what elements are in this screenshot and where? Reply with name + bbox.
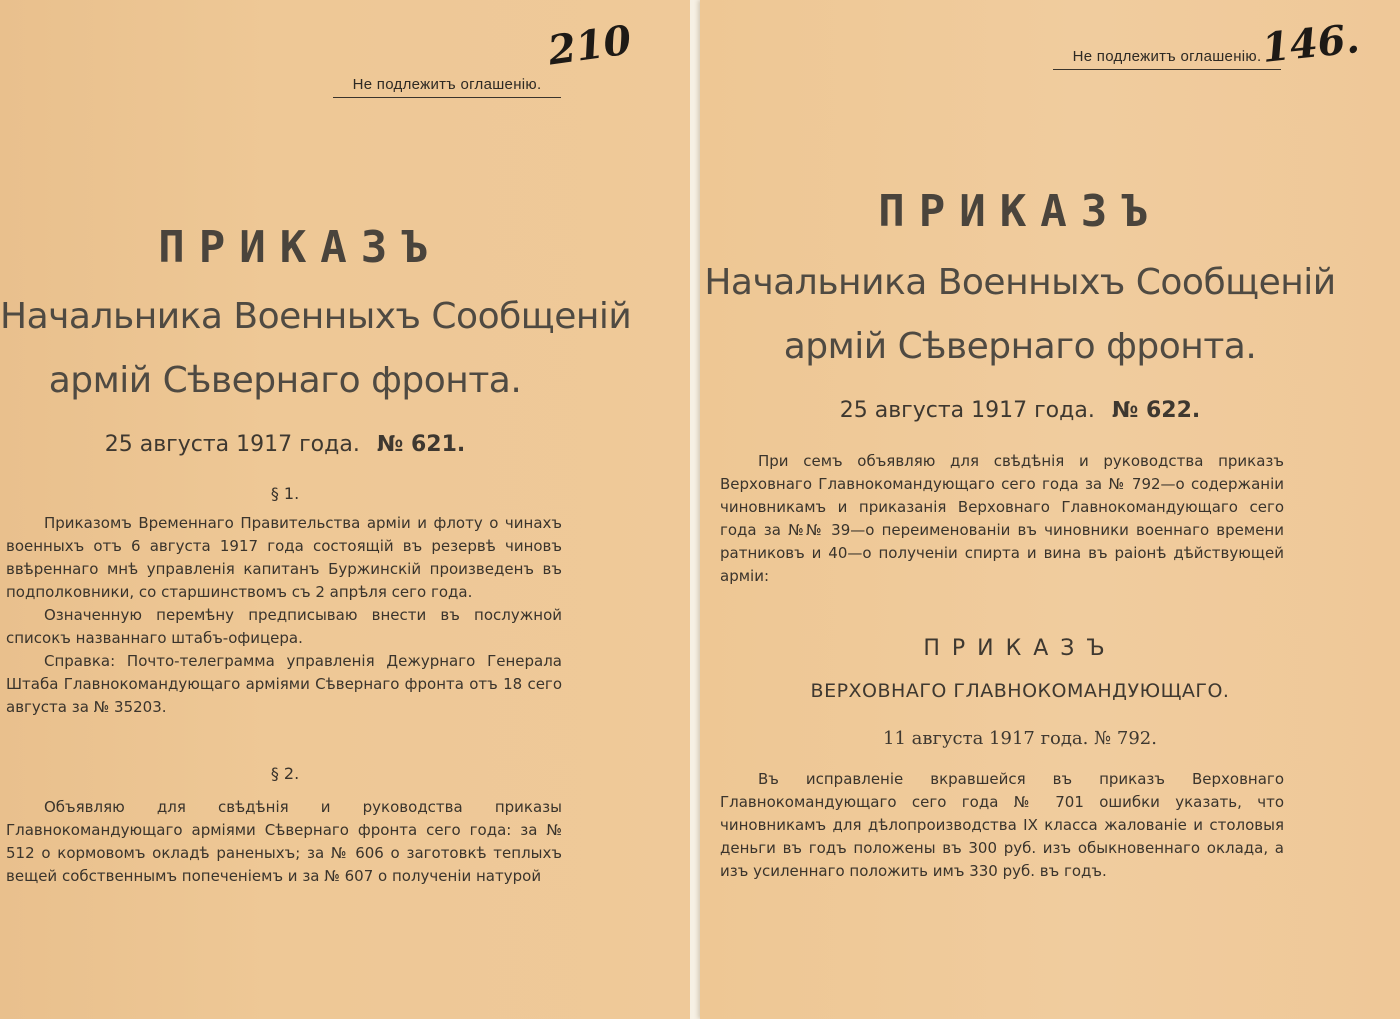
left-subtitle-line2: армій Сѣвернаго фронта. xyxy=(48,360,522,401)
left-handwritten-number: 210 xyxy=(545,16,635,75)
right-intro-text xyxy=(720,450,1284,588)
right-inner-order-text xyxy=(720,768,1284,883)
left-s1-paragraph: Приказомъ Временнаго Правительства арміи и флоту о чинахъ военныхъ отъ 6 августа 1917 года состоящій въ резервѣ чиновъ ввѣреннаго мнѣ управленія капитанъ Буржинскій произведенъ въ подполковники, со старшинствомъ съ 2 апрѣля сего года. xyxy=(6,514,562,601)
left-order-number: № 621. xyxy=(376,432,466,457)
right-page xyxy=(700,0,1400,1019)
right-subtitle-line1: Начальника Военныхъ Сообщеній xyxy=(704,262,1336,303)
right-subtitle-line2: армій Сѣвернаго фронта. xyxy=(783,326,1257,367)
right-handwritten-number: 146. xyxy=(1259,15,1362,72)
right-inner-order-subtitle: ВЕРХОВНАГО ГЛАВНОКОМАНДУЮЩАГО. xyxy=(810,680,1230,702)
left-s1-paragraph: Означенную перемѣну предписываю внести въ послужной списокъ названнаго штабъ-офицера. xyxy=(6,606,562,647)
left-section-2-text xyxy=(6,796,562,888)
right-order-number: № 622. xyxy=(1111,398,1201,423)
right-inner-order-title: ПРИКАЗЪ xyxy=(923,636,1117,661)
left-order-title: ПРИКАЗЪ xyxy=(158,222,442,273)
right-order-date-line xyxy=(700,398,1340,423)
right-order-date: 25 августа 1917 года. xyxy=(839,398,1095,423)
left-order-date-line xyxy=(0,432,570,457)
left-subtitle-line1: Начальника Военныхъ Сообщеній xyxy=(0,296,632,337)
left-section-1-mark: § 1. xyxy=(270,484,300,503)
left-section-1-text xyxy=(6,512,562,719)
left-section-2-mark: § 2. xyxy=(270,764,300,783)
right-order-title: ПРИКАЗЪ xyxy=(878,186,1162,237)
right-confidential-stamp: Не подлежитъ оглашенію. xyxy=(1053,48,1281,70)
left-s2-paragraph: Объявляю для свѣдѣнія и руководства приказы Главнокомандующаго арміями Сѣвернаго фронта сего года: за № 512 о кормовомъ окладѣ раненыхъ; за № 606 о заготовкѣ теплыхъ вещей собственнымъ попеченіемъ и за № 607 о полученіи натурой xyxy=(6,798,562,885)
right-intro-paragraph: При семъ объявляю для свѣдѣнія и руководства приказъ Верховнаго Главнокомандующаго сего года за № 792—о содержаніи чиновникамъ и приказанія Верховнаго Главнокомандующаго сего года за №№ 39—о переименованіи въ чиновники военнаго времени ратниковъ и 40—о полученіи спирта и вина въ раіонѣ дѣйствующей арміи: xyxy=(720,452,1284,585)
page-gap xyxy=(690,0,700,1019)
left-s1-paragraph: Справка: Почто-телеграмма управленія Дежурнаго Генерала Штаба Главнокомандующаго арміями Сѣвернаго фронта отъ 18 сего августа за № 35203. xyxy=(6,652,562,716)
right-inner-order-date: 11 августа 1917 года. № 792. xyxy=(883,728,1157,749)
left-page xyxy=(0,0,690,1019)
left-order-date: 25 августа 1917 года. xyxy=(104,432,360,457)
right-inner-paragraph: Въ исправленіе вкравшейся въ приказъ Верховнаго Главнокомандующаго сего года № 701 ошибки указать, что чиновникамъ для дѣлопроизводства IX класса жалованіе и столовыя деньги въ годъ положены въ 300 руб. изъ обыкновеннаго оклада, а изъ усиленнаго положить имъ 330 руб. въ годъ. xyxy=(720,770,1284,880)
left-confidential-stamp: Не подлежитъ оглашенію. xyxy=(333,76,561,98)
